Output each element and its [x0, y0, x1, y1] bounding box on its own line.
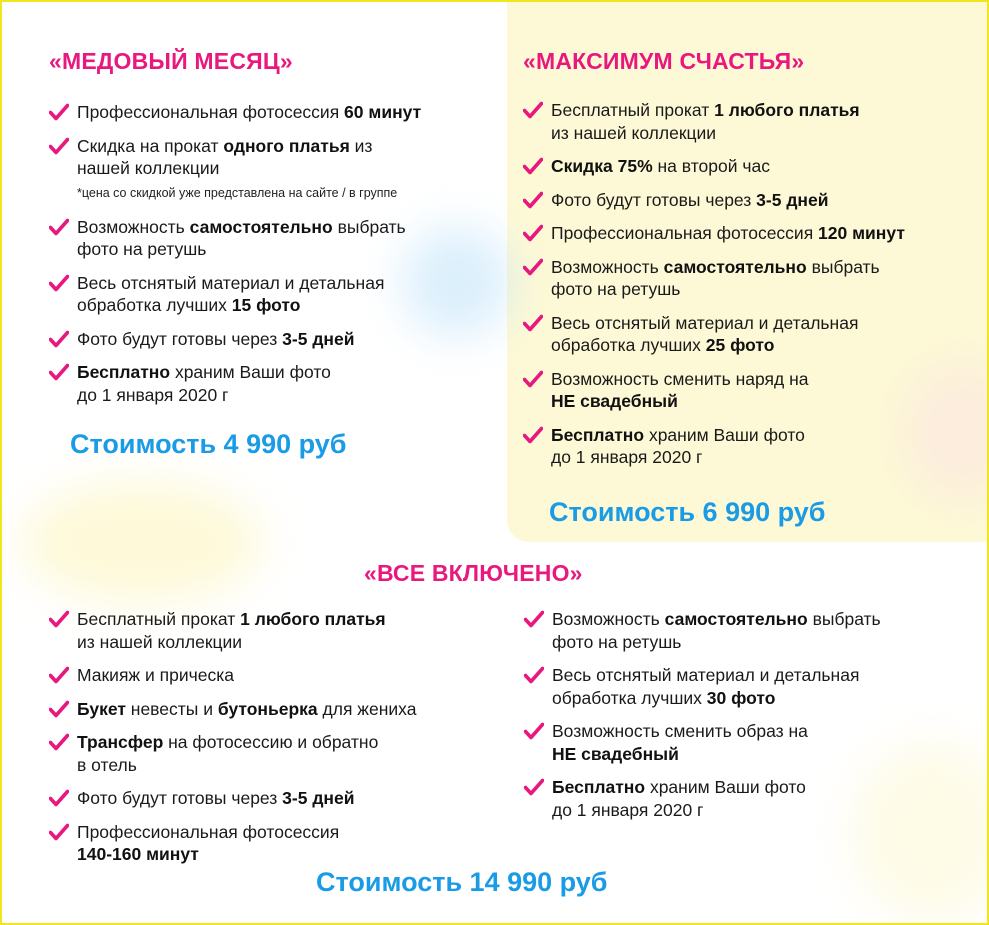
feature-text-part: на второй час	[652, 156, 770, 176]
feature-item	[524, 776, 974, 821]
feature-list-all-inclusive-right	[524, 608, 974, 821]
price-all-inclusive: Стоимость 14 990 руб	[316, 867, 608, 897]
feature-text	[551, 257, 880, 300]
feature-text	[551, 313, 858, 356]
checkmark-icon	[523, 370, 543, 388]
feature-item	[49, 101, 499, 124]
feature-text	[551, 223, 905, 243]
checkmark-icon	[523, 314, 543, 332]
feature-highlight: 15 фото	[231, 295, 301, 315]
feature-text-part: Фото будут готовы через	[77, 328, 283, 349]
feature-text-part: из нашей коллекции	[551, 122, 717, 143]
checkmark-icon	[49, 700, 69, 718]
feature-item	[49, 216, 499, 261]
checkmark-icon	[49, 137, 69, 155]
feature-highlight: Бесплатно	[77, 362, 171, 382]
feature-text	[77, 822, 339, 865]
feature-text	[77, 217, 406, 260]
checkmark-icon	[523, 258, 543, 276]
feature-text	[552, 777, 806, 820]
checkmark-icon	[49, 789, 69, 807]
feature-highlight: Трансфер	[77, 732, 164, 752]
feature-item	[523, 368, 973, 413]
feature-highlight: 3-5 дней	[756, 189, 829, 210]
feature-highlight: НЕ свадебный	[552, 743, 679, 764]
feature-note: *цена со скидкой уже представлена на сайте / в группе	[77, 185, 398, 200]
checkmark-icon	[523, 426, 543, 444]
feature-text-part: Профессиональная фотосессия	[77, 102, 345, 122]
feature-text	[552, 721, 808, 764]
feature-text	[77, 732, 378, 775]
feature-highlight: 120 минут	[818, 223, 905, 243]
feature-highlight: 1 любого платья	[714, 100, 860, 120]
checkmark-icon	[523, 224, 543, 242]
feature-text-part: невесты и	[125, 698, 218, 719]
feature-item	[49, 361, 499, 406]
feature-text-part: выбрать	[806, 256, 880, 277]
feature-text	[77, 665, 234, 685]
feature-highlight: Скидка 75%	[551, 156, 653, 176]
feature-text-part: Профессиональная фотосессия	[551, 223, 819, 243]
feature-text-part: Фото будут готовы через	[551, 189, 757, 210]
package-title-max-happiness: «МАКСИМУМ СЧАСТЬЯ»	[523, 48, 805, 74]
feature-text	[551, 100, 860, 143]
feature-item	[49, 608, 499, 653]
feature-text-part: Бесплатный прокат	[77, 609, 241, 629]
feature-item	[524, 664, 974, 709]
feature-text-part: до 1 января 2020 г	[77, 384, 229, 405]
feature-text-part: Возможность сменить наряд на	[551, 368, 809, 389]
feature-text	[551, 156, 770, 176]
package-title-all-inclusive: «ВСЕ ВКЛЮЧЕНО»	[364, 560, 583, 586]
feature-text-part: обработка лучших	[551, 335, 706, 355]
checkmark-icon	[524, 666, 544, 684]
checkmark-icon	[49, 666, 69, 684]
feature-item	[524, 720, 974, 765]
feature-item	[523, 256, 973, 301]
feature-highlight: НЕ свадебный	[551, 391, 678, 411]
feature-highlight: 3-5 дней	[282, 788, 355, 808]
feature-item	[524, 608, 974, 653]
feature-item	[523, 189, 973, 212]
checkmark-icon	[523, 101, 543, 119]
feature-item	[49, 135, 499, 202]
feature-text-part: фото на ретушь	[551, 279, 681, 299]
checkmark-icon	[49, 103, 69, 121]
checkmark-icon	[49, 218, 69, 236]
feature-text-part: Весь отснятый материал и детальная	[551, 312, 859, 333]
feature-text-part: фото на ретушь	[77, 239, 207, 259]
feature-highlight: одного платья	[223, 135, 350, 156]
feature-item	[49, 328, 499, 351]
feature-text-part: Возможность сменить образ на	[552, 721, 808, 741]
feature-text-part: Бесплатный прокат	[551, 100, 715, 120]
checkmark-icon	[49, 330, 69, 348]
feature-text-part: Весь отснятый материал и детальная	[77, 272, 385, 293]
checkmark-icon	[523, 157, 543, 175]
feature-text	[77, 362, 331, 405]
feature-list-all-inclusive-left	[49, 608, 499, 866]
checkmark-icon	[49, 274, 69, 292]
feature-highlight: 140-160 минут	[77, 844, 199, 864]
feature-item	[523, 222, 973, 245]
feature-highlight: 1 любого платья	[240, 609, 386, 629]
feature-text-part: Фото будут готовы через	[77, 788, 283, 808]
checkmark-icon	[49, 733, 69, 751]
feature-text	[77, 699, 416, 719]
feature-text	[551, 190, 829, 210]
feature-item	[49, 731, 499, 776]
price-honeymoon: Стоимость 4 990 руб	[70, 429, 347, 459]
feature-highlight: бутоньерка	[217, 698, 318, 719]
feature-item	[49, 272, 499, 317]
feature-text-part: Возможность	[551, 256, 664, 277]
feature-text-part: Скидка на прокат	[77, 135, 224, 156]
feature-item	[523, 312, 973, 357]
feature-item	[523, 155, 973, 178]
feature-highlight: 25 фото	[705, 335, 775, 355]
feature-text-part: выбрать	[332, 216, 406, 237]
feature-text-part: храним Ваши фото	[645, 777, 806, 797]
feature-text	[551, 425, 805, 468]
feature-text-part: из	[349, 135, 373, 156]
feature-text-part: храним Ваши фото	[644, 424, 805, 445]
checkmark-icon	[49, 610, 69, 628]
feature-highlight: 30 фото	[706, 687, 776, 708]
feature-item	[49, 664, 499, 687]
package-title-honeymoon: «МЕДОВЫЙ МЕСЯЦ»	[49, 48, 293, 74]
feature-text-part: на фотосессию и обратно	[163, 732, 379, 752]
feature-text-part: для жениха	[317, 698, 417, 719]
feature-text-part: Профессиональная фотосессия	[77, 821, 340, 842]
feature-text-part: обработка лучших	[552, 687, 707, 708]
checkmark-icon	[49, 823, 69, 841]
checkmark-icon	[524, 610, 544, 628]
feature-highlight: самостоятельно	[664, 609, 808, 629]
feature-text-part: обработка лучших	[77, 295, 232, 315]
feature-text-part: до 1 января 2020 г	[551, 447, 703, 467]
feature-text	[77, 788, 355, 808]
feature-text-part: в отель	[77, 754, 137, 775]
feature-item	[49, 821, 499, 866]
feature-text	[77, 102, 421, 122]
feature-text-part: до 1 января 2020 г	[552, 799, 704, 820]
feature-text	[552, 609, 881, 652]
feature-text	[77, 609, 386, 652]
feature-text	[552, 665, 859, 708]
feature-text-part: из нашей коллекции	[77, 631, 243, 652]
feature-highlight: 60 минут	[344, 102, 422, 122]
feature-highlight: Бесплатно	[551, 424, 645, 445]
feature-text-part: выбрать	[807, 609, 881, 629]
price-max-happiness: Стоимость 6 990 руб	[549, 497, 826, 527]
feature-text	[77, 273, 384, 316]
feature-text	[77, 329, 355, 349]
feature-item	[523, 424, 973, 469]
feature-text-part: Весь отснятый материал и детальная	[552, 665, 860, 685]
feature-highlight: самостоятельно	[663, 256, 807, 277]
feature-text-part: Возможность	[77, 216, 190, 237]
checkmark-icon	[524, 722, 544, 740]
feature-text	[551, 369, 808, 412]
decor-blob	[22, 482, 262, 602]
feature-item	[49, 787, 499, 810]
checkmark-icon	[524, 778, 544, 796]
feature-highlight: самостоятельно	[189, 216, 333, 237]
feature-text	[77, 136, 372, 179]
feature-highlight: 3-5 дней	[282, 328, 355, 349]
feature-text-part: фото на ретушь	[552, 631, 682, 652]
checkmark-icon	[49, 363, 69, 381]
checkmark-icon	[523, 191, 543, 209]
feature-list-max-happiness	[523, 99, 973, 469]
feature-text-part: Макияж и прическа	[77, 665, 234, 685]
feature-list-honeymoon	[49, 101, 499, 406]
feature-highlight: Бесплатно	[552, 777, 646, 797]
feature-text-part: нашей коллекции	[77, 158, 220, 178]
feature-item	[49, 698, 499, 721]
feature-text-part: храним Ваши фото	[170, 362, 331, 382]
feature-item	[523, 99, 973, 144]
feature-highlight: Букет	[77, 698, 126, 719]
feature-text-part: Возможность	[552, 609, 665, 629]
